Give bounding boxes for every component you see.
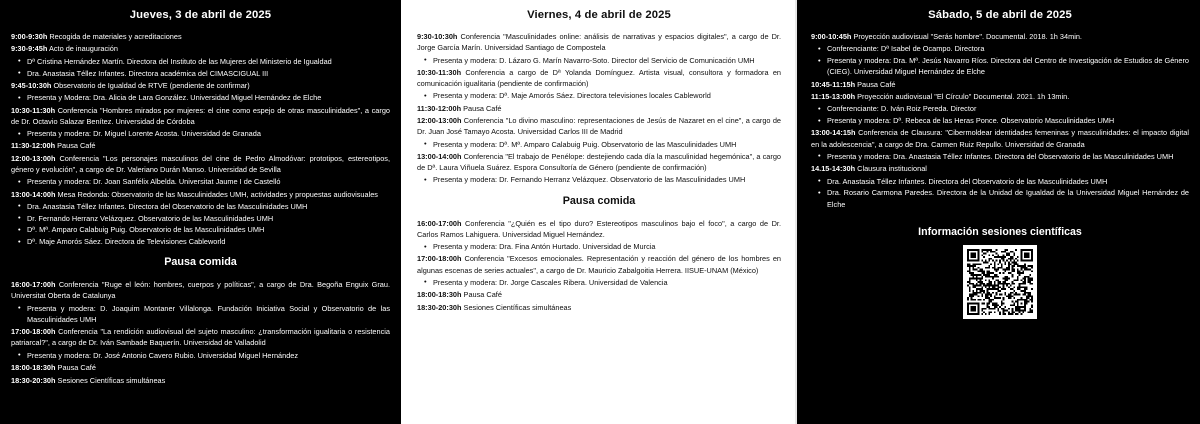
speaker-list-item: • Dª. Maje Amorós Sáez. Directora de Televisiones Cableworld	[11, 236, 390, 247]
entry-description: Pausa Café	[55, 363, 96, 373]
schedule-entry	[417, 253, 781, 275]
schedule-entry	[11, 279, 390, 301]
speaker-list-item: • Presenta y modera: D. Lázaro G. Marín Navarro-Soto. Director del Servicio de Comunicación UMH	[417, 55, 781, 66]
entry-description: Conferencia "El trabajo de Penélope: destejiendo cada día la masculinidad hegemónica", a cargo de Dª. Laura Viñuela Suárez. Espora Consultoría de Género (pendiente de confirmación)	[417, 151, 781, 173]
entry-time: 11:30-12:00h	[11, 141, 56, 151]
entry-description: Acto de inauguración	[47, 44, 118, 54]
schedule-entry	[417, 67, 781, 89]
schedule-entry	[417, 115, 781, 137]
entry-time: 9:00-10:45h	[811, 32, 852, 42]
schedule-entry	[417, 31, 781, 53]
entry-time: 9:00-9:30h	[11, 32, 48, 42]
schedule-entry	[11, 80, 390, 91]
entry-time: 16:00-17:00h	[417, 218, 462, 228]
entry-time: 9:45-10:30h	[11, 80, 52, 90]
entry-description: Conferencia "Masculinidades online: análisis de narrativas y espacios digitales", a cargo de Dr. Jorge García Marín. Universidad Santiago de Compostela	[417, 32, 781, 53]
entry-description: Recogida de materiales y acreditaciones	[47, 32, 182, 42]
schedule-entry	[417, 289, 781, 300]
entry-description: Sesiones Científicas simultáneas	[55, 375, 166, 385]
entry-description: Conferencia a cargo de Dª Yolanda Domínguez. Artista visual, consultora y formadora en comunicación igualitaria (pendiente de confirmación)	[417, 67, 781, 89]
day-title: Viernes, 4 de abril de 2025	[527, 9, 671, 21]
speaker-list-item: • Conferenciante: Dª Isabel de Ocampo. Directora	[811, 43, 1189, 54]
speaker-list-item: • Presenta y modera: D. Joaquim Montaner Villalonga. Fundación Iniciativa Social y Observatorio de las Masculinidades UMH	[11, 303, 390, 325]
speaker-list	[811, 43, 1189, 77]
entry-description: Pausa Café	[855, 79, 896, 89]
day-column-thursday	[0, 0, 401, 424]
entry-time: 11:30-12:00h	[417, 103, 462, 113]
entry-description: Proyección audiovisual "Serás hombre". Documental. 2018. 1h 34min.	[851, 32, 1082, 42]
entry-description: Sesiones Científicas simultáneas	[461, 302, 572, 312]
entry-description: Mesa Redonda: Observatorio de las Masculinidades UMH, actividades y propuestas audiovisuales	[55, 189, 378, 199]
entry-time: 18:30-20:30h	[11, 375, 56, 385]
schedule-entry	[811, 91, 1189, 102]
speaker-list-item: • Presenta y modera: Dr. Jorge Cascales Ribera. Universidad de Valencia	[417, 277, 781, 288]
entry-time: 13:00-14:15h	[811, 128, 856, 138]
entry-description: Clausura institucional	[855, 164, 927, 174]
entry-description: Conferencia "Lo divino masculino: representaciones de Jesús de Nazaret en el cine", a cargo de Dr. Juan José Tamayo Acosta. Universidad Carlos III de Madrid	[417, 116, 781, 137]
entry-time: 14.15-14:30h	[811, 164, 856, 174]
speaker-list	[811, 151, 1189, 162]
entry-time: 17:00-18:00h	[417, 254, 462, 264]
entry-description: Conferencia de Clausura: "Cibermoldear identidades femeninas y masculinidades: el impacto digital en la adolescencia", a cargo de Dra. Carmen Ruiz Repullo. Universidad de Granada	[811, 128, 1189, 149]
schedule-entry	[11, 153, 390, 175]
schedule-entry	[11, 375, 390, 386]
speaker-list-item: • Presenta y modera: Dr. Joan Sanfélix Albelda. Universitat Jaume I de Castelló	[11, 176, 390, 187]
speaker-list-item: • Presenta y modera: Dª. Rebeca de las Heras Ponce. Observatorio Masculinidades UMH	[811, 115, 1189, 126]
schedule-entry	[417, 302, 781, 313]
qr-code-icon[interactable]	[963, 245, 1037, 319]
entry-time: 12:00-13:00h	[417, 116, 462, 126]
entry-description: Pausa Café	[461, 103, 502, 113]
schedule-entry	[11, 189, 390, 200]
entry-description: Proyección audiovisual "El Círculo" Documental. 2021. 1h 13min.	[855, 92, 1070, 102]
entry-description: Conferencia "Los personajes masculinos del cine de Pedro Almodóvar: prototipos, estereotipos, género y evolución", a cargo de Dr. Valeriano Durán Manso. Universidad de Sevilla	[11, 153, 390, 174]
speaker-list-item: • Dra. Anastasia Téllez Infantes. Directora del Observatorio de las Masculinidades UMH	[811, 176, 1189, 187]
day-title: Jueves, 3 de abril de 2025	[129, 9, 272, 21]
entry-time: 10:45-11:15h	[811, 79, 856, 89]
speaker-list-item: • Dra. Anastasia Téllez Infantes. Directora del Observatorio de las Masculinidades UMH	[11, 201, 390, 212]
speaker-list-item: • Dr. Fernando Herranz Velázquez. Observatorio de las Masculinidades UMH	[11, 213, 390, 224]
speaker-list-item: • Dra. Anastasia Téllez Infantes. Directora académica del CIMASCIGUAL III	[11, 68, 390, 79]
qr-code-wrapper	[811, 245, 1189, 319]
qr-section-heading: Información sesiones científicas	[918, 225, 1082, 238]
speaker-list	[11, 176, 390, 187]
entry-time: 13:00-14:00h	[11, 189, 56, 199]
day-title: Sábado, 5 de abril de 2025	[928, 9, 1072, 21]
day-column-saturday	[797, 0, 1200, 424]
speaker-list-item: • Presenta y Modera: Dra. Alicia de Lara González. Universidad Miguel Hernández de Elche	[11, 92, 390, 103]
speaker-list-item: • Dª. Mª. Amparo Calabuig Puig. Observatorio de las Masculinidades UMH	[11, 224, 390, 235]
entry-time: 12:00-13:00h	[11, 153, 56, 163]
entry-time: 18:00-18:30h	[11, 363, 56, 373]
speaker-list	[11, 56, 390, 79]
entry-time: 10:30-11:30h	[417, 67, 462, 77]
speaker-list-item: • Presenta y modera: Dª. Maje Amorós Sáez. Directora televisiones locales Cableworld	[417, 90, 781, 101]
speaker-list-item: • Presenta y modera: Dr. Miguel Lorente Acosta. Universidad de Granada	[11, 128, 390, 139]
speaker-list-item: • Presenta y modera: Dr. Fernando Herranz Velázquez. Observatorio de las Masculinidades UMH	[417, 174, 781, 185]
day-column-friday	[401, 0, 797, 424]
schedule-entry	[811, 79, 1189, 90]
speaker-list	[417, 277, 781, 288]
entry-description: Conferencia "Hombres mirados por mujeres: el cine como espejo de otras masculinidades", a cargo de Dr. Octavio Salazar Benítez. Universidad de Córdoba	[11, 105, 390, 126]
entry-time: 10:30-11:30h	[11, 105, 56, 115]
schedule-entry	[417, 218, 781, 240]
speaker-list-item: • Dª Cristina Hernández Martín. Directora del Instituto de las Mujeres del Ministerio de Igualdad	[11, 56, 390, 67]
speaker-list	[11, 303, 390, 325]
speaker-list	[811, 176, 1189, 210]
schedule-entry	[11, 140, 390, 151]
entry-time: 16:00-17:00h	[11, 280, 56, 290]
lunch-break-heading: Pausa comida	[164, 256, 237, 269]
entry-time: 13:00-14:00h	[417, 151, 462, 161]
speaker-list	[417, 241, 781, 252]
schedule-entry	[11, 43, 390, 54]
entry-description: Conferencia "¿Quién es el tipo duro? Estereotipos masculinos bajo el foco", a cargo de Dr. Carlos Ramos Lahiguera. Universidad Miguel Hernández.	[417, 218, 781, 239]
speaker-list	[417, 55, 781, 66]
schedule-entry	[811, 163, 1189, 174]
speaker-list	[417, 90, 781, 101]
entry-description: Observatorio de Igualdad de RTVE (pendiente de confirmar)	[51, 80, 250, 90]
speaker-list	[11, 201, 390, 247]
speaker-list-item: • Presenta y modera: Dra. Fina Antón Hurtado. Universidad de Murcia	[417, 241, 781, 252]
speaker-list	[417, 174, 781, 185]
entry-time: 11:15-13:00h	[811, 92, 856, 102]
speaker-list-item: • Presenta y modera: Dª. Mª. Amparo Calabuig Puig. Observatorio de las Masculinidades UMH	[417, 139, 781, 150]
entry-description: Conferencia "Excesos emocionales. Representación y reacción del género de los hombres en algunas escenas de series actuales", a cargo de Dr. Mauricio Zabalgoitia Herrera. IISUE-UNAM (México)	[417, 254, 781, 275]
entry-time: 9:30-10:30h	[417, 32, 458, 42]
entry-description: Conferencia "La rendición audiovisual del sujeto masculino: ¿transformación igualitaria o resistencia patriarcal?", a cargo de Dr. Iván Sambade Baquerín. Universidad de Valladolid	[11, 327, 390, 348]
speaker-list	[811, 103, 1189, 126]
speaker-list-item: • Conferenciante: D. Iván Roiz Pereda. Director	[811, 103, 1189, 114]
entry-description: Pausa Café	[461, 290, 502, 300]
entry-description: Pausa Café	[55, 141, 96, 151]
schedule-entry	[417, 151, 781, 173]
entry-time: 9:30-9:45h	[11, 44, 48, 54]
schedule-entry	[11, 31, 390, 42]
lunch-break-heading: Pausa comida	[562, 194, 636, 207]
schedule-entry	[811, 31, 1189, 42]
schedule-entry	[417, 103, 781, 114]
speaker-list-item: • Presenta y modera: Dra. Anastasia Téllez Infantes. Directora del Observatorio de las Masculinidades UMH	[811, 151, 1189, 162]
speaker-list	[417, 139, 781, 150]
speaker-list	[11, 92, 390, 103]
entry-time: 18:30-20:30h	[417, 302, 462, 312]
schedule-entry	[811, 127, 1189, 149]
schedule-entry	[11, 362, 390, 373]
schedule-entry	[11, 326, 390, 348]
schedule-entry	[11, 105, 390, 127]
entry-description: Conferencia "Ruge el león: hombres, cuerpos y políticas", a cargo de Dra. Begoña Enguix Grau. Universitat Oberta de Catalunya	[11, 280, 390, 301]
speaker-list-item: • Presenta y modera: Dra. Mª. Jesús Navarro Ríos. Directora del Centro de Investigación de Estudios de Género (CIEG). Universidad Miguel Hernández de Elche	[811, 55, 1189, 77]
speaker-list	[11, 128, 390, 139]
speaker-list-item: • Dra. Rosario Carmona Paredes. Directora de la Unidad de Igualdad de la Universidad Miguel Hernández de Elche	[811, 187, 1189, 209]
entry-time: 17:00-18:00h	[11, 327, 56, 337]
speaker-list	[11, 350, 390, 361]
entry-time: 18:00-18:30h	[417, 290, 462, 300]
speaker-list-item: • Presenta y modera: Dr. José Antonio Cavero Rubio. Universidad Miguel Hernández	[11, 350, 390, 361]
